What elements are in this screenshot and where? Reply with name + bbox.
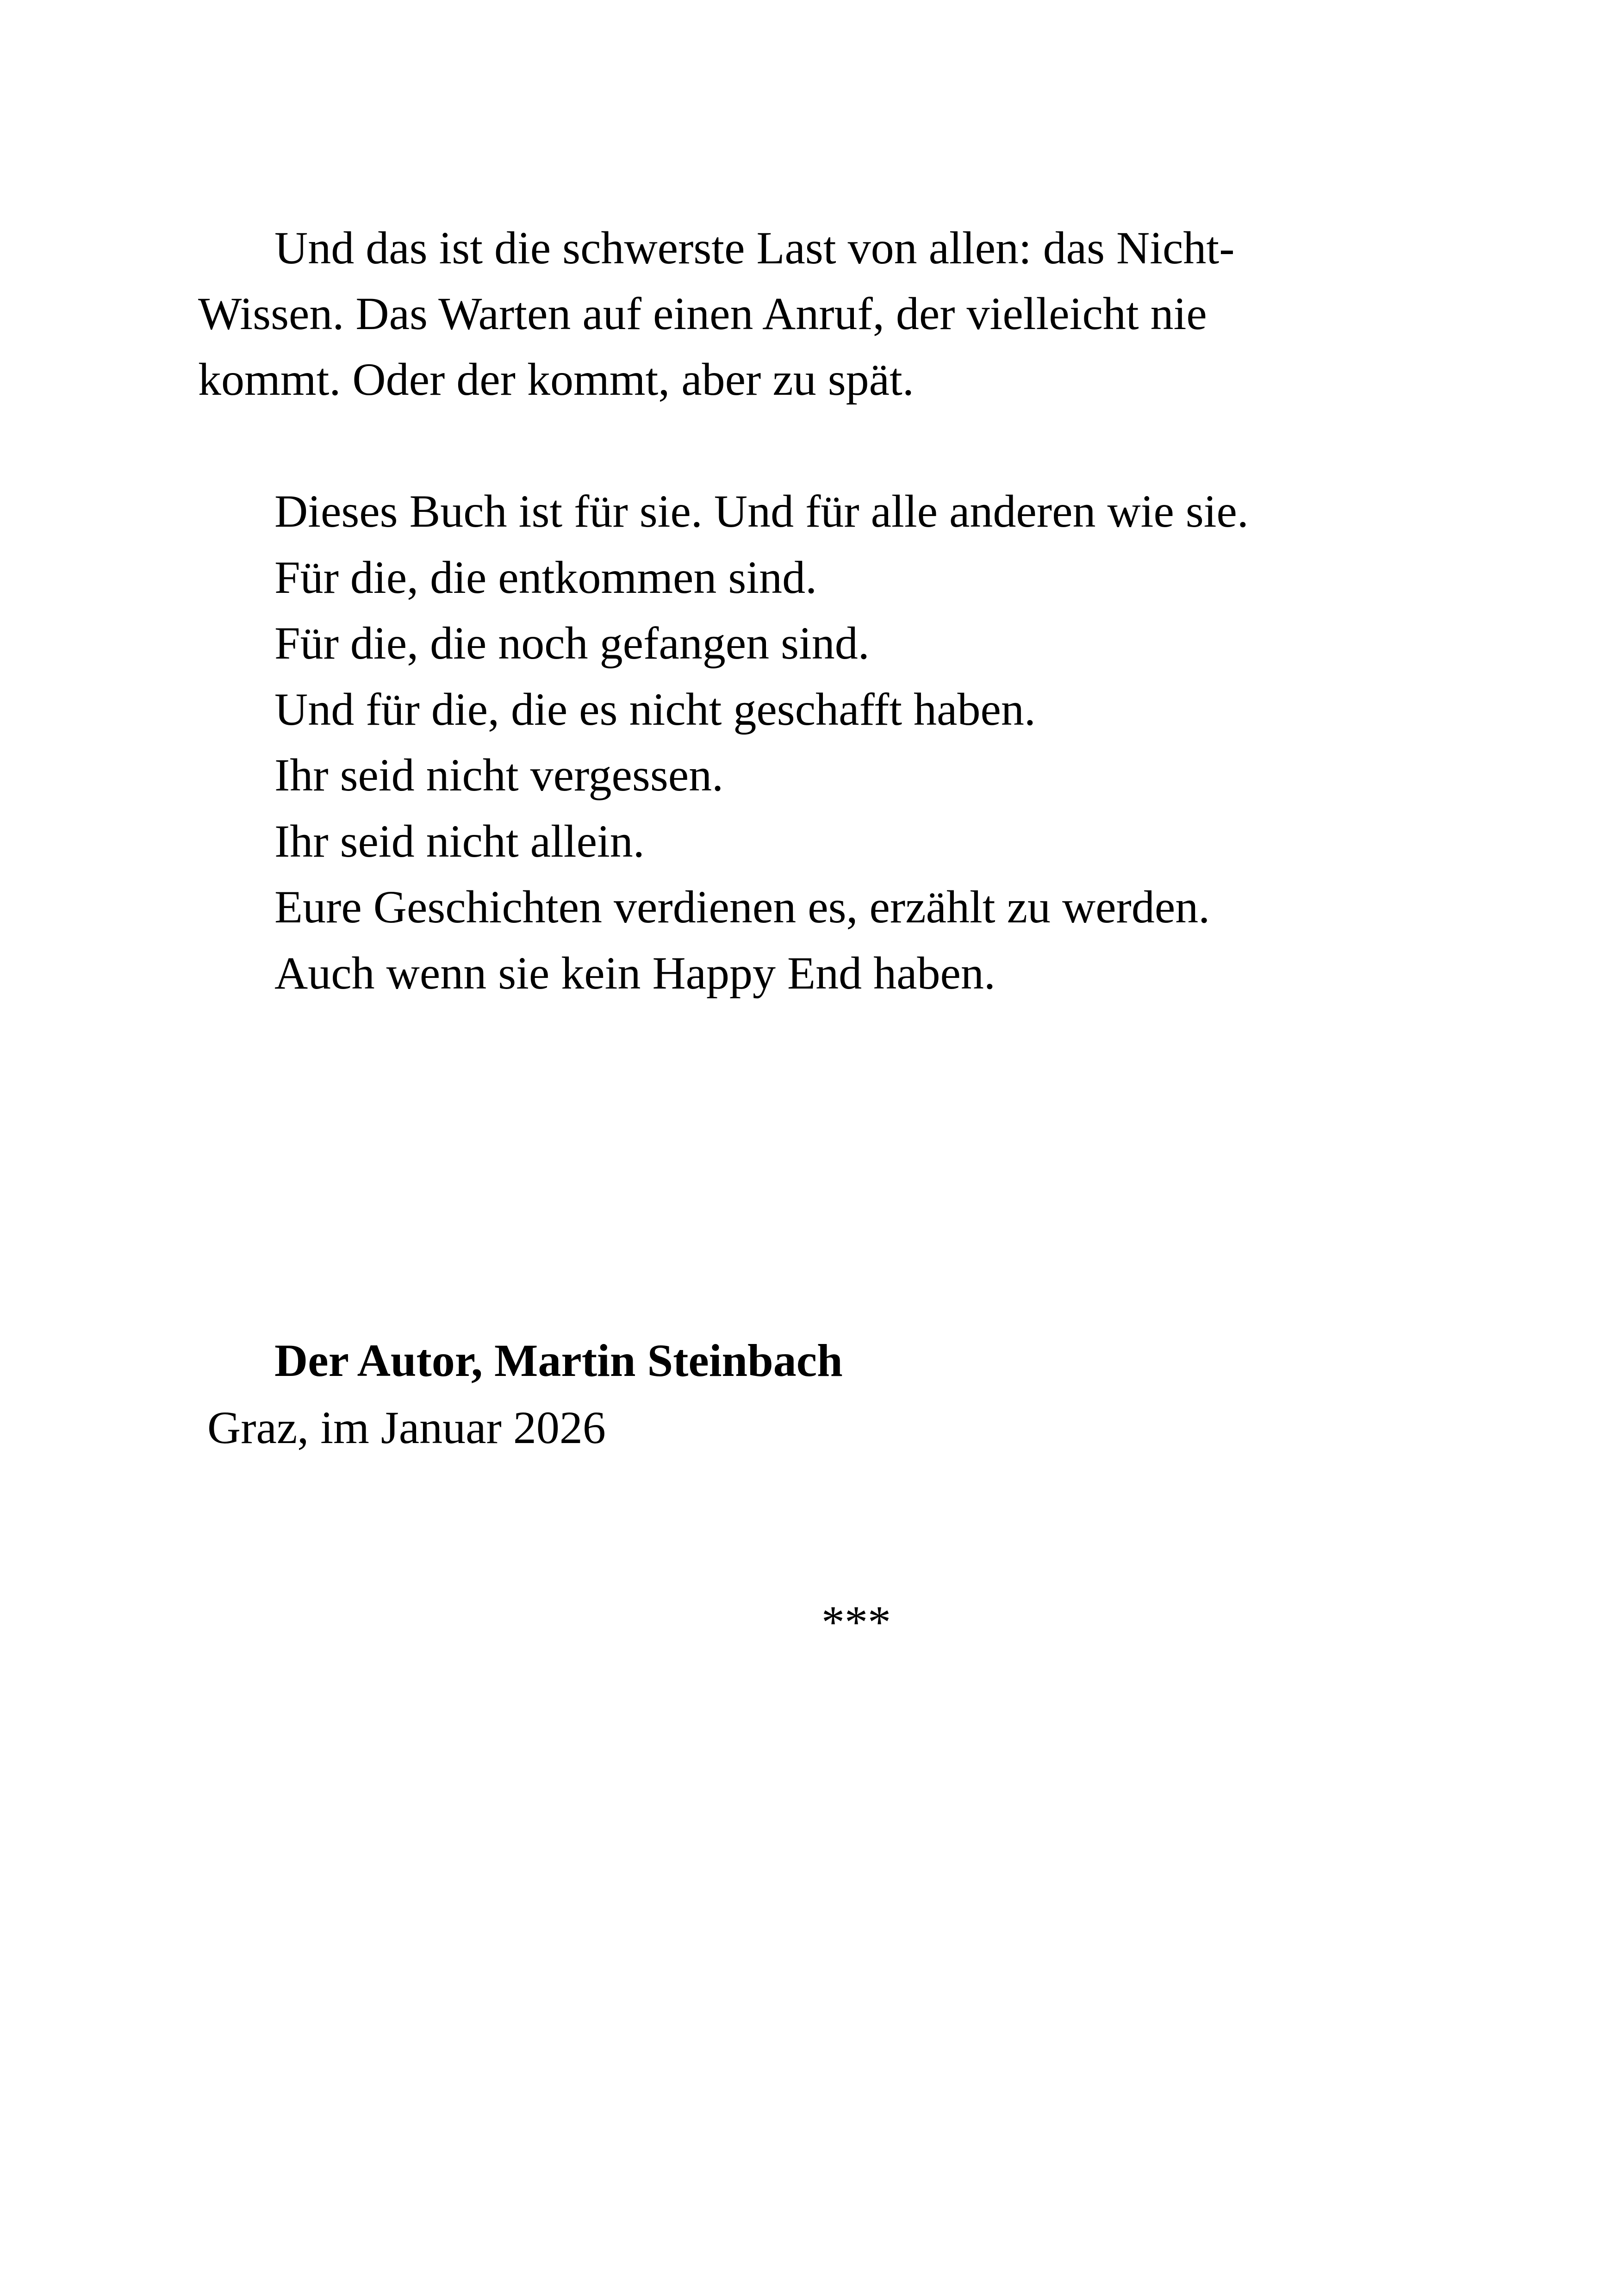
author-signature: Der Autor, Martin Steinbach <box>274 1335 843 1386</box>
dedication-line-6: Ihr seid nicht allein. <box>274 815 645 867</box>
paragraph1-line-1: Und das ist die schwerste Last von allen: das Nicht- <box>274 222 1235 274</box>
dedication-line-5: Ihr seid nicht vergessen. <box>274 749 724 801</box>
paragraph1-line-2: Wissen. Das Warten auf einen Anruf, der vielleicht nie <box>198 288 1207 339</box>
place-date: Graz, im Januar 2026 <box>207 1402 606 1453</box>
section-separator: *** <box>821 1596 891 1648</box>
dedication-line-8: Auch wenn sie kein Happy End haben. <box>274 947 996 999</box>
dedication-line-1: Dieses Buch ist für sie. Und für alle anderen wie sie. <box>274 485 1249 537</box>
dedication-line-7: Eure Geschichten verdienen es, erzählt zu werden. <box>274 881 1210 933</box>
dedication-line-4: Und für die, die es nicht geschafft haben. <box>274 684 1036 735</box>
paragraph1-line-3: kommt. Oder der kommt, aber zu spät. <box>198 354 914 405</box>
dedication-line-3: Für die, die noch gefangen sind. <box>274 617 870 669</box>
dedication-line-2: Für die, die entkommen sind. <box>274 552 817 603</box>
